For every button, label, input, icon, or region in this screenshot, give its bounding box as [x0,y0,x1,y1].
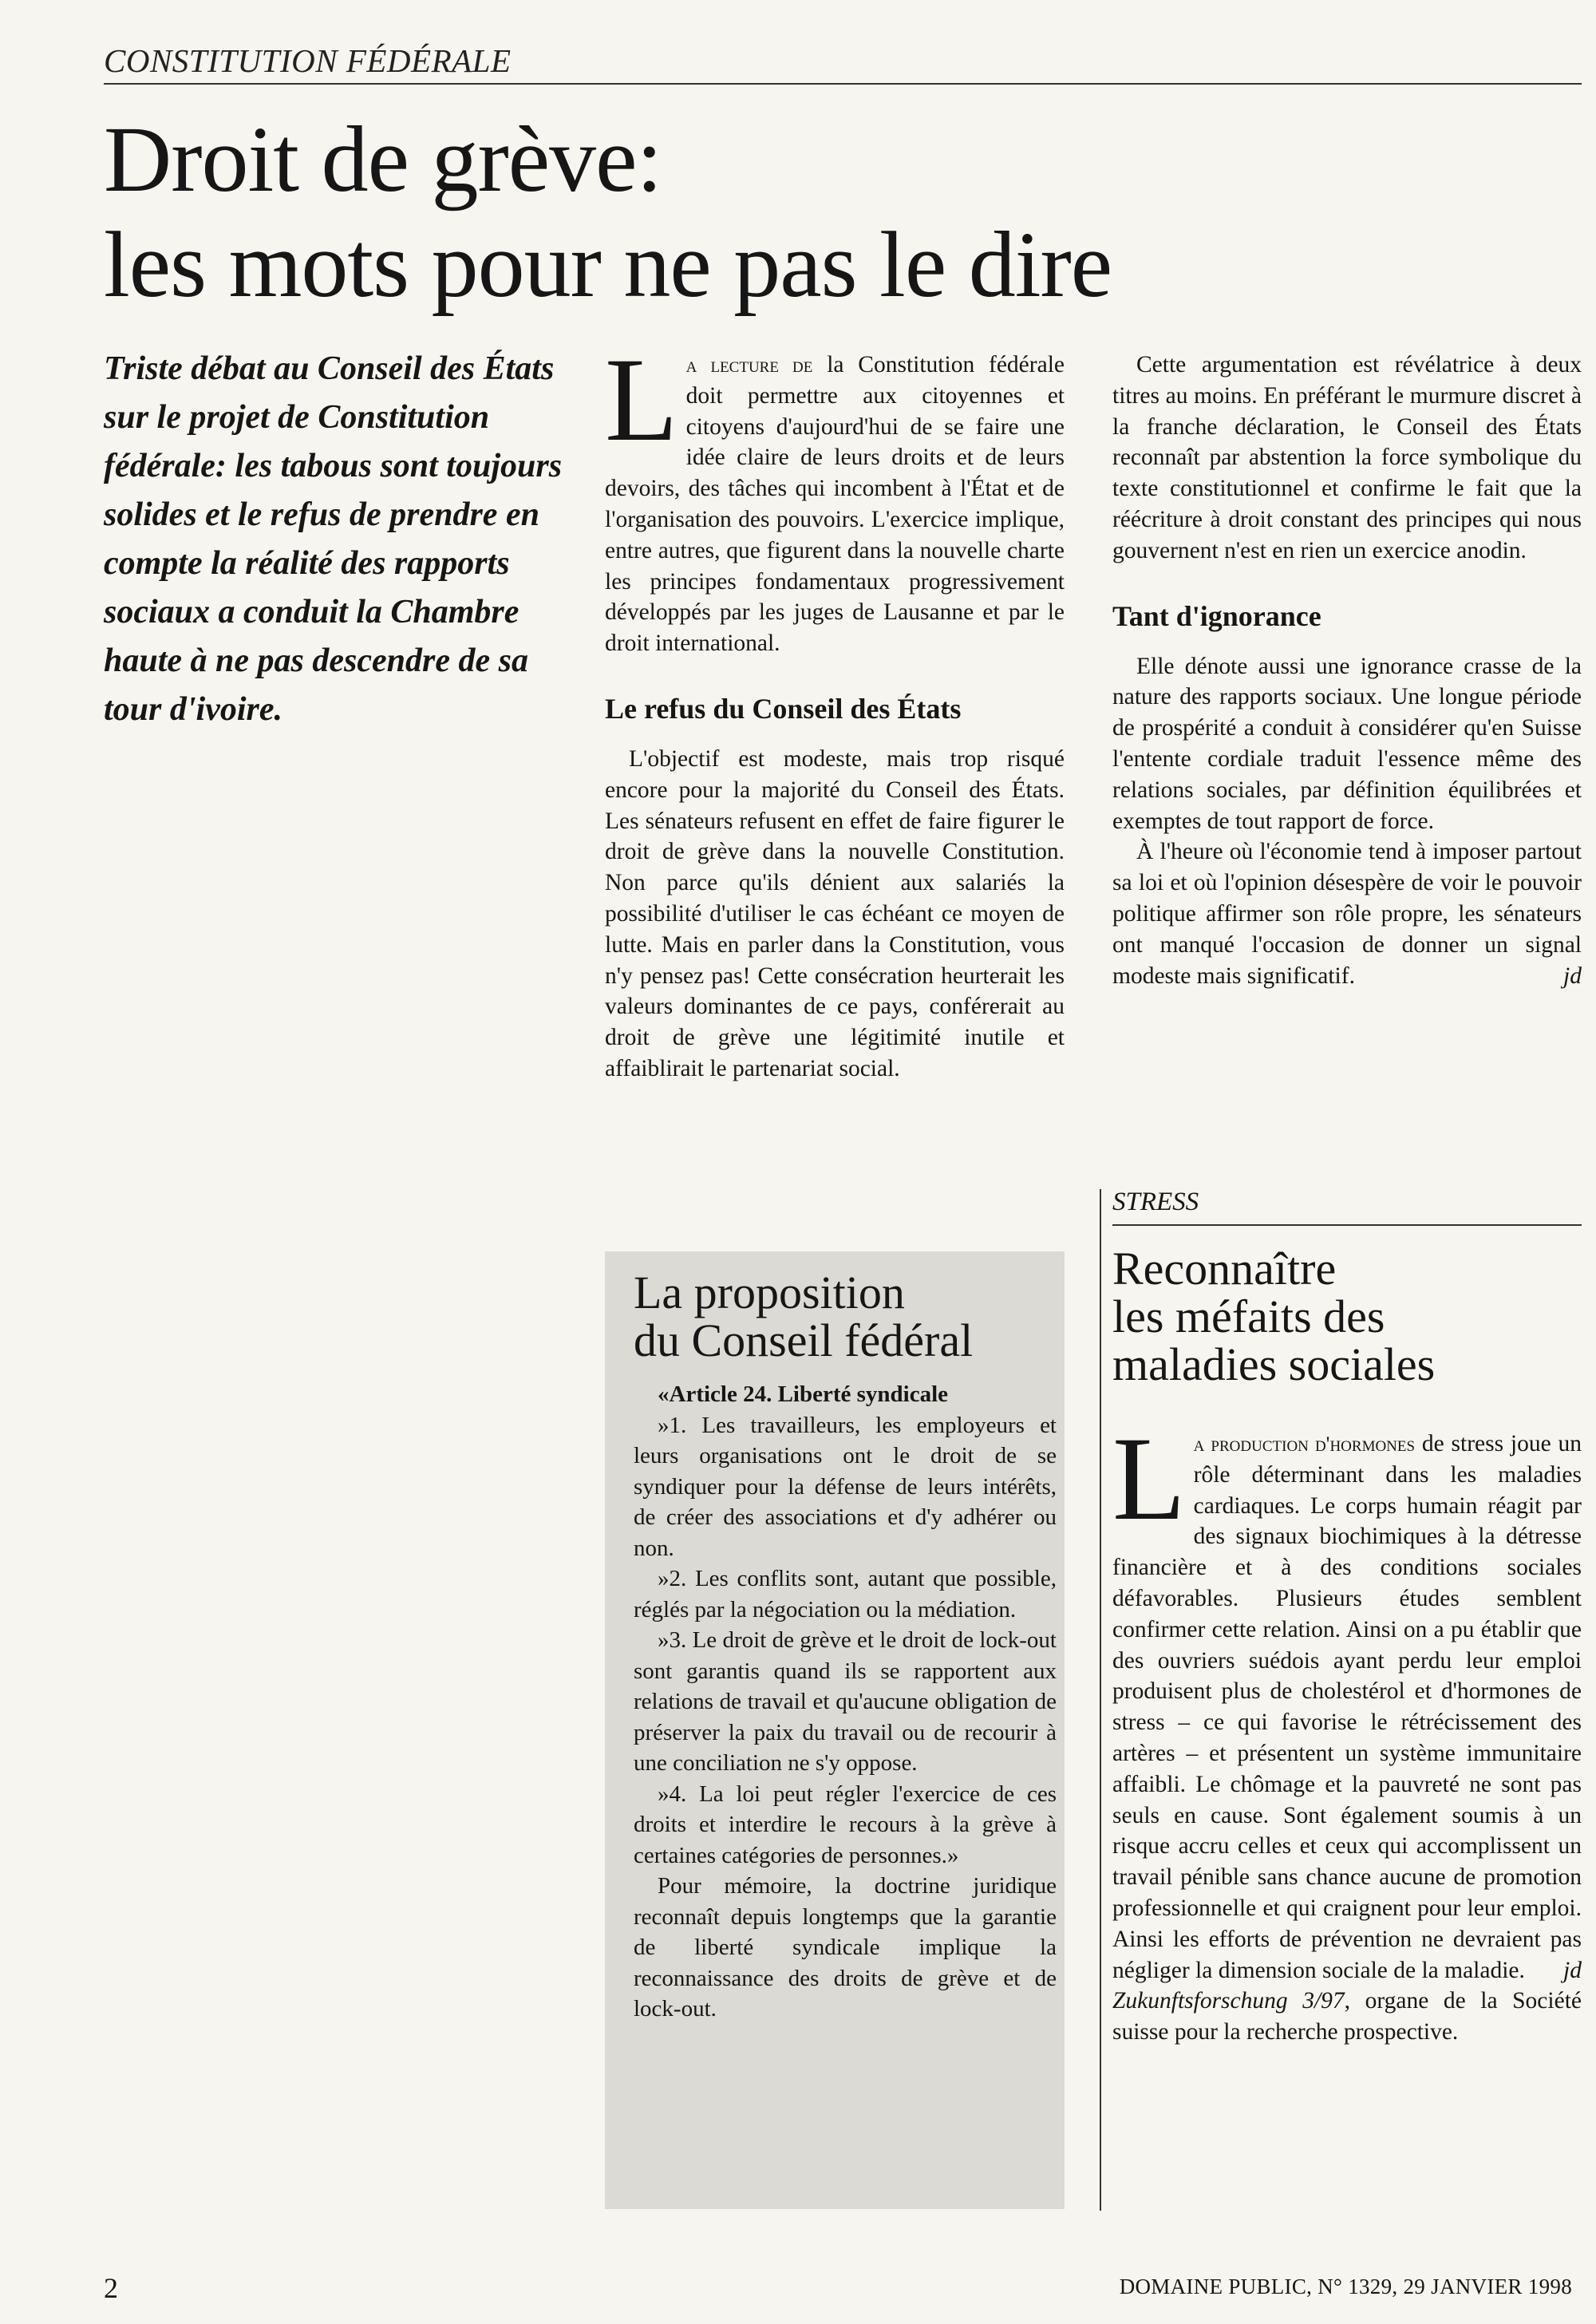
article-column-1 [605,334,1065,1085]
lead-smallcaps: a lecture de [685,353,813,377]
article-paragraph-2: L'objectif est modeste, mais trop risqué encore pour la majorité du Conseil des États. Les sénateurs refusent en effet de faire figurer le droit de grève dans la nouvelle Constitution. Non parce qu'ils dénient aux salariés la possibilité d'utiliser le cas échéant ce moyen de lutte. Mais en parler dans la Constitution, vous n'y pensez pas! Cette consécration heurterait les valeurs dominantes de ce pays, conférerait au droit de grève une légitimité inutile et affaiblirait le partenariat social. [605,745,1065,1081]
headline-line-2: les mots pour ne pas le dire [104,212,1112,317]
section-kicker: CONSTITUTION FÉDÉRALE [104,42,512,79]
stress-body [1112,1413,1582,2048]
dropcap: L [605,334,678,466]
article-paragraph-1-text: la Constitution fédérale doit permettre aux citoyennes et citoyens d'aujourd'hui de se faire une idée claire de leurs droits et de leurs devoirs, des tâches qui incombent à l'État et de l'organisation des pouvoirs. L'exercice implique, entre autres, que figurent dans la nouvelle charte les principes fondamentaux progressivement développés par les juges de Lausanne et par le droit international. [605,352,1065,657]
article-column-2 [1112,350,1582,991]
box-paragraph-2: »2. Les conflits sont, autant que possible, réglés par la négociation ou la médiation. [634,1566,1057,1622]
subhead-ignorance: Tant d'ignorance [1112,599,1321,632]
article-paragraph-5 [1112,836,1582,991]
stress-title [1112,1245,1583,1389]
stress-kicker-rule [1112,1224,1582,1226]
column-divider [1100,1189,1101,2211]
stress-lead-smallcaps: a production d'hormones [1193,1432,1416,1456]
stress-title-line-1: Reconnaître [1112,1243,1337,1294]
stress-kicker: STRESS [1112,1188,1199,1216]
stress-dropcap: L [1112,1413,1186,1545]
article-signature: jd [1563,962,1582,989]
stress-paragraph [1112,1413,1582,1986]
box-paragraph-4: »4. La loi peut régler l'exercice de ces droits et interdire le recours à la grève à certaines catégories de personnes.» [634,1781,1057,1868]
article-paragraph-1 [605,334,1065,659]
stress-source [1112,1986,1582,2048]
stress-signature: jd [1563,1957,1582,1983]
stress-title-line-2: les méfaits des [1112,1290,1385,1342]
page-number: 2 [104,2272,118,2304]
box-paragraph-5: Pour mémoire, la doctrine juridique reconnaît depuis longtemps que la garantie de liberté syndicale implique la reconnaissance des droits de grève et de lock-out. [634,1873,1057,2022]
box-title [634,1269,1057,1365]
box-title-line-1: La proposition [634,1267,905,1318]
box-title-line-2: du Conseil fédéral [634,1314,974,1366]
sidebar-box [605,1251,1065,2209]
article-paragraph-5-text: À l'heure où l'économie tend à imposer partout sa loi et où l'opinion désespère de voir le pouvoir politique affirmer son rôle propre, les sénateurs ont manqué l'occasion de donner un signal modeste mais significatif. [1112,839,1582,989]
subhead-refus: Le refus du Conseil des États [605,692,962,725]
article-paragraph-4: Elle dénote aussi une ignorance crasse de la nature des rapports sociaux. Une longue période de prospérité a conduit à considérer qu'en Suisse l'entente cordiale traduit l'essence même des relations sociales, par définition équilibrées et exemptes de tout rapport de force. [1112,653,1582,834]
stress-source-text: , organe de la Société suisse pour la recherche prospective. [1112,1988,1582,2045]
kicker-rule [104,83,1582,85]
stress-source-title: Zukunftsforschung 3/97 [1112,1988,1345,2014]
headline [104,107,1540,318]
stress-paragraph-text: de stress joue un rôle déterminant dans les maladies cardiaques. Le corps humain réagit par des signaux biochimiques à la détresse financière et à des conditions sociales défavorables. Plusieurs études semblent confirmer cette relation. Ainsi on a pu établir que des ouvriers suédois ayant perdu leur emploi produisent plus de cholestérol et d'hormones de stress – ce qui favorise le rétrécissement des artères – et présentent un système immunitaire affaibli. Le chômage et la pauvreté ne sont pas seuls en cause. Sont également soumis à un risque accru celles et ceux qui accomplissent un travail pénible sans chance aucune de promotion professionnelle et qui craignent pour leur emploi. Ainsi les efforts de prévention ne devraient pas négliger la dimension sociale de la maladie. [1112,1431,1582,1983]
box-paragraph-3: »3. Le droit de grève et le droit de lock-out sont garantis quand ils se rapportent aux relations de travail et qu'aucune obligation de préserver la paix du travail ou de recourir à une conciliation ne s'y oppose. [634,1627,1057,1776]
issue-line: DOMAINE PUBLIC, N° 1329, 29 JANVIER 1998 [1119,2275,1572,2298]
stress-title-line-3: maladies sociales [1112,1338,1436,1390]
headline-line-1: Droit de grève: [104,107,662,211]
box-article-title: «Article 24. Liberté syndicale [658,1381,949,1407]
article-paragraph-3: Cette argumentation est révélatrice à deux titres au moins. En préférant le murmure discret à la franche déclaration, le Conseil des États reconnaît par abstention la force symbolique du texte constitutionnel et confirme le fait que la réécriture à droit constant des principes qui nous gouvernent n'est en rien un exercice anodin. [1112,352,1582,563]
intro-standfirst: Triste débat au Conseil des États sur le projet de Constitution fédérale: les tabous sont toujours solides et le refus de prendre en compte la réalité des rapports sociaux a conduit la Chambre haute à ne pas descendre de sa tour d'ivoire. [104,350,563,728]
box-paragraph-1: »1. Les travailleurs, les employeurs et leurs organisations ont le droit de se syndiquer pour la défense de leurs intérêts, de créer des associations et d'y adhérer ou non. [634,1412,1057,1561]
